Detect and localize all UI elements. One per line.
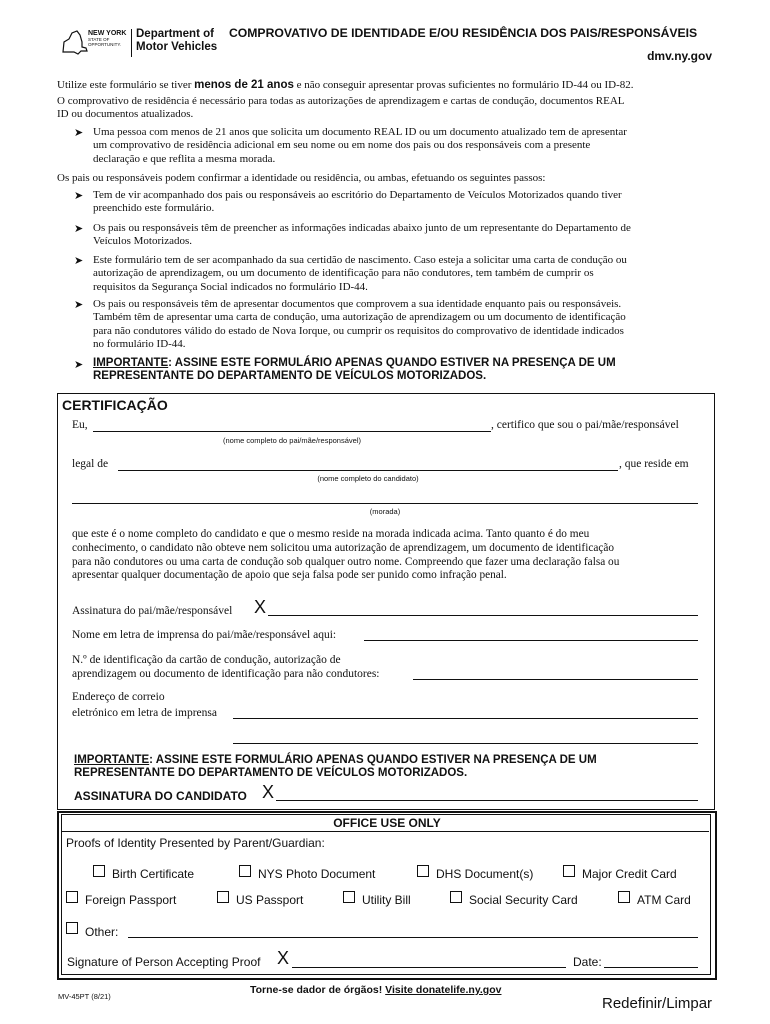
address-field[interactable] [72,503,698,504]
bullet-arrow-icon: ➤ [74,255,84,267]
parent-signature-field[interactable] [268,615,698,616]
bullet-arrow-icon: ➤ [74,359,84,371]
label-major-credit-card: Major Credit Card [582,867,677,881]
intro-paragraph-3: Os pais ou responsáveis podem confirmar a identidade ou residência, ou ambas, efetuando os seguintes passos: [57,172,546,184]
license-id-field[interactable] [413,679,698,680]
donate-text: Torne-se dador de órgãos! [250,984,386,996]
statement-line4: apresentar qualquer documentação de apoio que seja falsa pode ser punido como infração penal. [72,569,507,582]
logo-divider [131,29,132,57]
label-other: Other: [85,925,119,939]
checkbox-utility-bill[interactable] [343,891,355,903]
label-social-security-card: Social Security Card [469,893,578,907]
bullet5-line2: Também têm de apresentar uma carta de condução, uma autorização de aprendizagem ou um documento de identificação [93,311,626,324]
intro-paragraph-2 [57,95,727,122]
bullet1-line3: declaração e que reflita a mesma morada. [93,152,276,165]
certification-title: CERTIFICAÇÃO [62,397,168,413]
bullet1-line1: Uma pessoa com menos de 21 anos que solicita um documento REAL ID ou um documento atualizado tem de apresentar [93,126,627,138]
label-nys-photo-document: NYS Photo Document [258,867,376,881]
label-atm-card: ATM Card [637,893,691,907]
checkbox-foreign-passport[interactable] [66,891,78,903]
label-email-line2: eletrónico em letra de imprensa [72,707,217,719]
caption-candidate-name: (nome completo do candidato) [317,474,419,483]
reset-button[interactable]: Redefinir/Limpar [602,995,713,1012]
important-notice-bottom [74,754,704,781]
important-dot: . [482,370,487,383]
label-reside-em: , que reside em [619,458,689,470]
label-eu: Eu, [72,419,88,431]
checkbox-us-passport[interactable] [217,891,229,903]
signature-x-mark: X [254,597,267,617]
bullet-arrow-icon: ➤ [74,299,84,311]
parent-name-field[interactable] [93,431,491,432]
form-code: MV-45PT (8/21) [58,992,111,1001]
label-parent-signature: Assinatura do pai/mãe/responsável [72,605,233,617]
bullet4-line3: requisitos da Segurança Social indicados no formulário ID-44. [93,280,368,293]
email-field-line2[interactable] [233,743,698,744]
bullet2-line1: Tem de vir acompanhado dos pais ou responsáveis ao escritório do Departamento de Veículos Motorizados quando tiver [93,189,622,201]
form-title: COMPROVATIVO DE IDENTIDADE E/OU RESIDÊNCIA DOS PAIS/RESPONSÁVEIS [229,26,698,40]
important-label: IMPORTANTE [93,357,169,369]
new-york-state-map-icon [60,30,88,56]
other-proof-field[interactable] [128,937,698,938]
important-line1: : ASSINE ESTE FORMULÁRIO APENAS QUANDO ESTIVER NA PRESENÇA DE UM [149,754,597,766]
checkbox-atm-card[interactable] [618,891,630,903]
label-utility-bill: Utility Bill [362,893,411,907]
candidate-name-field[interactable] [118,470,618,471]
important-line2: REPRESENTANTE DO DEPARTAMENTO DE VEÍCULOS MOTORIZADOS [74,767,464,780]
dmv-logo [60,28,220,62]
logo-dept-line1: Department of [136,28,214,40]
bullet-real-id [93,126,718,166]
bullet3-line1: Os pais ou responsáveis têm de preencher as informações indicadas abaixo junto de um representante do Departamento de [93,222,631,234]
statement-line3: para não condutores ou uma carta de condução sob qualquer outro nome. Compreendo que fazer uma declaração falsa ou [72,555,620,568]
label-foreign-passport: Foreign Passport [85,893,177,907]
label-legal-de: legal de [72,458,109,470]
bullet1-line2: um comprovativo de residência adicional em seu nome ou em nome dos pais ou dos responsáveis com a presente [93,139,591,152]
intro-p1-a: Utilize este formulário se tiver [57,79,195,91]
bullet4-line1: Este formulário tem de ser acompanhado da sua certidão de nascimento. Caso esteja a solicitar uma carta de condução ou [93,254,627,266]
bullet4-line2: autorização de aprendizagem, ou um documento de identificação para não condutores, tem também de cumprir os [93,267,594,280]
logo-state-text [88,30,126,47]
candidate-signature-field[interactable] [276,800,698,801]
label-license-id-line1: N.º de identificação da cartão de condução, autorização de [72,654,341,666]
certification-statement [72,528,702,583]
logo-state-name: NEW YORK [88,30,127,37]
accepting-signature-field[interactable] [292,967,566,968]
label-email-line1: Endereço de correio [72,691,165,703]
intro-p1-c: e não conseguir apresentar provas suficientes no formulário ID-44 ou ID-82. [293,79,634,91]
label-candidate-signature: ASSINATURA DO CANDIDATO [74,789,247,803]
checkbox-major-credit-card[interactable] [563,865,575,877]
important-notice-top [93,357,718,384]
bullet-birth-certificate [93,254,718,294]
certification-box [57,393,715,810]
bullet-arrow-icon: ➤ [74,190,84,202]
bullet-accompanied [93,189,718,216]
logo-dept-line2: Motor Vehicles [136,41,218,53]
intro-paragraph-1 [57,79,634,92]
checkbox-dhs-documents[interactable] [417,865,429,877]
checkbox-nys-photo-document[interactable] [239,865,251,877]
label-license-id-line2: aprendizagem ou documento de identificação para não condutores: [72,668,380,680]
office-title-divider [61,831,709,832]
statement-line1: que este é o nome completo do candidato e que o mesmo reside na morada indicada acima. Tanto quanto é do meu [72,528,590,540]
label-parent-print-name: Nome em letra de imprensa do pai/mãe/responsável aqui: [72,629,337,641]
organ-donor-notice [250,984,501,996]
logo-department-name [136,28,217,54]
bullet5-line1: Os pais ou responsáveis têm de apresentar documentos que comprovem a sua identidade enquanto pais ou responsáveis. [93,298,622,310]
label-certifico: , certifico que sou o pai/mãe/responsável [491,419,679,431]
office-use-title: OFFICE USE ONLY [333,816,441,830]
parent-print-name-field[interactable] [364,640,698,641]
date-field[interactable] [604,967,698,968]
caption-parent-name: (nome completo do pai/mãe/responsável) [223,436,361,445]
label-proofs-presented: Proofs of Identity Presented by Parent/Guardian: [66,836,325,850]
bullet2-line2: preenchido este formulário. [93,202,215,215]
important-label: IMPORTANTE [74,754,150,766]
signature-x-mark: X [277,948,290,968]
bullet-identity-documents [93,298,718,351]
label-dhs-documents: DHS Document(s) [436,867,534,881]
important-dot: . [463,767,468,780]
statement-line2: conhecimento, o candidato não obteve nem solicitou uma autorização de aprendizagem, um documento de identificação [72,541,615,554]
intro-p2-line1: O comprovativo de residência é necessário para todas as autorizações de aprendizagem e cartas de condução, documentos REAL [57,95,625,107]
checkbox-birth-certificate[interactable] [93,865,105,877]
checkbox-social-security-card[interactable] [450,891,462,903]
bullet3-line2: Veículos Motorizados. [93,235,192,248]
bullet-arrow-icon: ➤ [74,223,84,235]
important-line2: REPRESENTANTE DO DEPARTAMENTO DE VEÍCULOS MOTORIZADOS [93,370,483,383]
caption-address: (morada) [369,507,401,516]
bullet-fill-info [93,222,718,249]
logo-state-of: STATE OF [88,37,110,42]
signature-x-mark: X [262,782,275,802]
label-accepting-signature: Signature of Person Accepting Proof [67,955,261,969]
bullet-arrow-icon: ➤ [74,127,84,139]
label-date: Date: [573,955,602,969]
email-field[interactable] [233,718,698,719]
donate-link[interactable]: Visite donatelife.ny.gov [385,984,502,996]
important-line1: : ASSINE ESTE FORMULÁRIO APENAS QUANDO ESTIVER NA PRESENÇA DE UM [168,357,616,369]
website-link[interactable]: dmv.ny.gov [647,49,712,63]
checkbox-other[interactable] [66,922,78,934]
label-us-passport: US Passport [236,893,304,907]
logo-opportunity: OPPORTUNITY. [88,42,122,47]
label-birth-certificate: Birth Certificate [112,867,195,881]
bullet5-line4: no formulário ID-44. [93,337,186,350]
bullet5-line3: para não condutores válido do estado de Nova Iorque, ou cumprir os requisitos do comprovativo de identidade indicados [93,324,624,337]
intro-p2-line2: ID ou documentos atualizados. [57,108,194,121]
intro-p1-emphasis: menos de 21 anos [194,79,294,91]
